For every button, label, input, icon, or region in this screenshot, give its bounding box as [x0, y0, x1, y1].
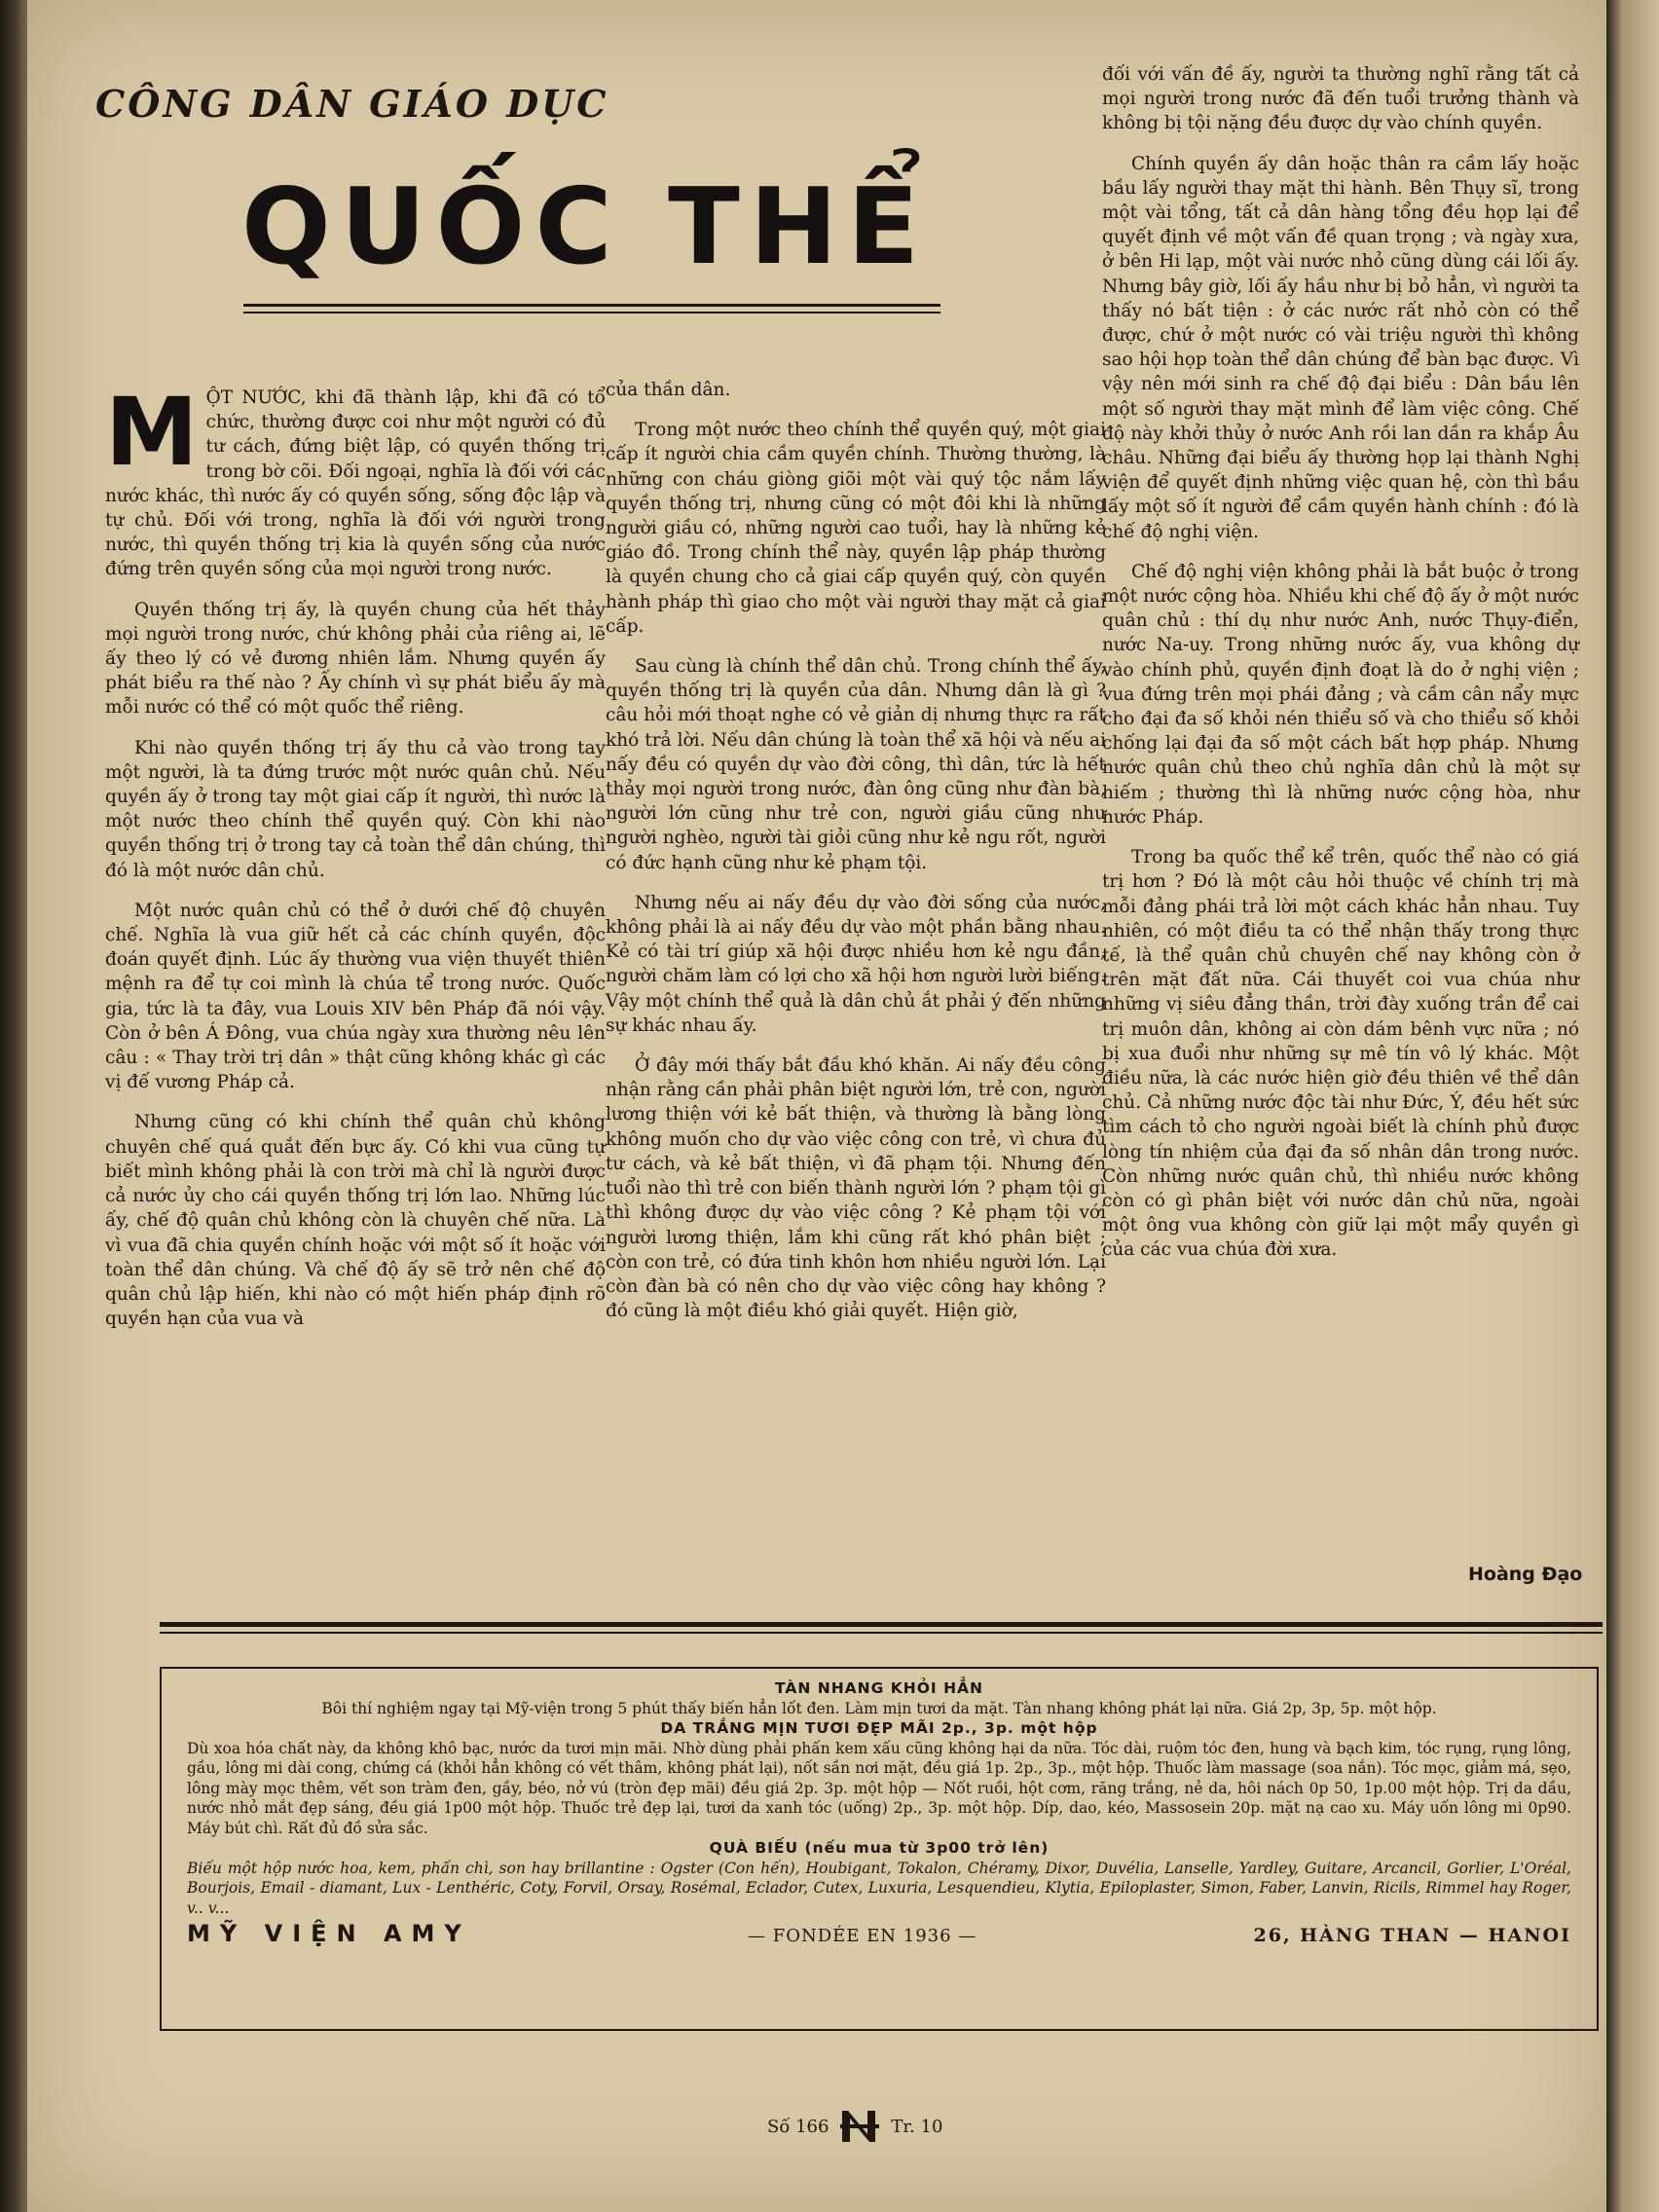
- ad-text-gifts: Biếu một hộp nước hoa, kem, phấn chì, son hay brillantine : Ogster (Con hến), Houbigant, Tokalon, Chéramy, Dixor, Duvélia, Lanselle, Yardley, Guitare, Arcancil, Gorlier, L'Oréal, Bourjois, Email - diamant, Lux - Lenthéric, Coty, Forvil, Orsay, Rosémal, Eclador, Cutex, Luxuria, Lesquendieu, Klytia, Epiloplaster, Simon, Faber, Lanvin, Ricils, Rimmel hay Roger, v.. v...: [187, 1859, 1571, 1917]
- paragraph: Nhưng cũng có khi chính thể quân chủ không chuyên chế quá quắt đến bực ấy. Có khi vua cũng tự biết mình không phải là con trời mà chỉ là người được cả nước ủy cho cái quyền thống trị lớn lao. Những lúc ấy, chế độ quân chủ không còn là chuyên chế nữa. Là vì vua đã chia quyền chính hoặc với một số ít hoặc với toàn thể dân chúng. Và chế độ ấy sẽ trở nên chế độ quân chủ lập hiến, khi nào có một hiến pháp định rõ quyền hạn của vua và: [105, 1112, 606, 1330]
- ad-text-skin: Dù xoa hóa chất này, da không khô bạc, nước da tươi mịn mãi. Nhờ dùng phải phấn kem xấu cũng không hại da nữa. Tóc dài, ruộm tóc đen, hung và bạch kim, tóc rụng, rụng lông, gầu, lông mi dài cong, chứng cá (khỏi hẳn không có vết thâm, không phát lại), nốt sần nơi mặt, đều giá 1p. 2p., 3p., một hộp. Thuốc làm massage (soa nắn). Tóc mọc, giảm má, sẹo, lông mày mọc thêm, vết son tràm đen, gầy, béo, nở vú (tròn đẹp mãi) đều giá 2p. 3p. một hộp — Nốt ruồi, hột cơm, răng trắng, nẻ da, hôi nách 0p 50, 1p.00 một hộp. Trị da dầu, nước nhỏ mắt đẹp sáng, đều giá 1p00 một hộp. Thuốc trẻ đẹp lại, tươi da xanh tóc (uống) 2p., 3p. một hộp. Díp, dao, kéo, Massosein 20p. mặt nạ cao xu. Máy uốn lông mi 0p90. Máy bút chì. Rất đủ đồ sửa sắc.: [187, 1739, 1571, 1837]
- ad-brand: MỸ VIỆN AMY: [187, 1920, 471, 1947]
- paragraph: Trong ba quốc thể kể trên, quốc thể nào có giá trị hơn ? Đó là một câu hỏi thuộc về chính trị mà mỗi đảng phái trả lời một cách khác hẳn nhau. Tuy nhiên, có một điều ta có thể nhận thấy trong thực tế, là thể quân chủ chuyên chế nay không còn ở trên mặt đất nữa. Cái thuyết coi vua chúa như những vị siêu đẳng thần, trời đày xuống trần để cai trị muôn dân, không ai còn dám bênh vực nữa ; nó bị xua đuổi như những sự mê tín vô lý khác. Một điều nữa, là các nước hiện giờ đều thiên về thể dân chủ. Cả những nước độc tài như Đức, Ý, đều hết sức tìm cách tỏ cho người ngoài biết là chính phủ được lòng tín nhiệm của đại đa số nhân dân trong nước. Còn những nước quân chủ, thì nhiều nước không còn có gì phân biệt với nước dân chủ nữa, ngoài một ông vua không còn giữ lại một mẩy quyền gì của các vua chúa đời xưa.: [1102, 847, 1579, 1261]
- separator-thick: [160, 1622, 1603, 1627]
- book-spine: [0, 0, 27, 2212]
- paragraph: Chính quyền ấy dân hoặc thân ra cầm lấy hoặc bầu lấy người thay mặt thi hành. Bên Thụy sĩ, trong một vài tổng, tất cả dân hàng tổng đều họp lại để quyết định về một vấn đề quan trọng ; và ngày xưa, ở bên Hi lạp, một vài nước nhỏ cũng dùng cái lối ấy. Nhưng bây giờ, lối ấy hầu như bị bỏ hẳn, vì người ta thấy nó bất tiện : ở các nước rất nhỏ còn có thể được, chứ ở một nước có vài triệu người thì không sao hội họp toàn thể dân chúng để bàn bạc được. Vì vậy nên mới sinh ra chế độ đại biểu : Dân bầu lên một số người thay mặt mình để làm việc công. Chế độ này khởi thủy ở nước Anh rồi lan dần ra khắp Âu châu. Những đại biểu ấy thường họp lại thành Nghị viện để quyết định những việc quan hệ, còn thì bầu lấy một số ít người để cầm quyền hành chính : đó là chế độ nghị viện.: [1102, 153, 1579, 542]
- article-title: QUỐC THỂ: [241, 166, 930, 288]
- advertisement-box: [160, 1667, 1599, 2031]
- article-column-2: [606, 378, 1106, 1339]
- section-heading: CÔNG DÂN GIÁO DỤC: [95, 82, 609, 126]
- paragraph: Khi nào quyền thống trị ấy thu cả vào trong tay một người, là ta đứng trước một nước quân chủ. Nếu quyền ấy ở trong tay một giai cấp ít người, thì nước là một nước theo chính thể quyền quý. Còn khi nào quyền thống trị ở trong tay cả toàn thể dân chúng, thì đó là một nước dân chủ.: [105, 737, 606, 881]
- article-column-1: [105, 378, 606, 1346]
- paragraph: Chế độ nghị viện không phải là bắt buộc ở trong một nước cộng hòa. Nhiều khi chế độ ấy ở một nước quân chủ : thí dụ như nước Anh, nước Thụy-điển, nước Na-uy. Trong những nước ấy, vua không dự vào chính phủ, quyền định đoạt là do ở nghị viện ; vua đứng trên mọi phái đảng ; và cầm cân nẩy mực cho đại đa số khỏi nén thiểu số và cho thiểu số khỏi chống lại đại đa số một cách bất hợp pháp. Nhưng nước quân chủ theo chủ nghĩa dân chủ là một sự hiếm ; thường thì là những nước cộng hòa, như nước Pháp.: [1102, 561, 1579, 828]
- newspaper-logo-icon: [838, 2107, 881, 2146]
- ad-heading-freckles: TÀN NHANG KHỎI HẲN: [774, 1679, 984, 1697]
- paragraph: Trong một nước theo chính thể quyền quý, một giai cấp ít người chia cầm quyền chính. Thường thường, là những con cháu giòng giõi một vài quý tộc nắm lấy quyền thống trị, nhưng cũng có một đôi khi là những người giầu có, những người cao tuổi, hay là những kẻ giáo đồ. Trong chính thể này, quyền lập pháp thường là quyền chung cho cả giai cấp quyền quý, còn quyền hành pháp thì giao cho một vài người thay mặt cả giai cấp.: [606, 420, 1106, 637]
- ad-address: 26, HÀNG THAN — HANOI: [1253, 1925, 1571, 1946]
- paragraph: Sau cùng là chính thể dân chủ. Trong chính thể ấy, quyền thống trị là quyền của dân. Nhưng dân là gì ? câu hỏi mới thoạt nghe có vẻ giản dị nhưng thực ra rất khó trả lời. Nếu dân chúng là toàn thể xã hội và nếu ai nấy đều có quyền dự vào đời công, thì dân, tức là hết thảy mọi người trong nước, đàn ông cũng như đàn bà, người lớn cũng như trẻ con, người giầu cũng như người nghèo, người tài giỏi cũng như kẻ ngu rốt, người có đức hạnh cũng như kẻ phạm tội.: [606, 656, 1106, 873]
- paragraph: Ở đây mới thấy bắt đầu khó khăn. Ai nấy đều công nhận rằng cần phải phân biệt người lớn, trẻ con, người lương thiện với kẻ bất thiện, và thường là bằng lòng không muốn cho dự vào việc công con trẻ, vì chưa đủ tư cách, và kẻ bất thiện, vì đã phạm tội. Nhưng đến tuổi nào thì trẻ con biến thành người lớn ? phạm tội gì thì không được dự vào việc công ? Kẻ phạm tội với người lương thiện, lắm khi cũng rất khó phân biệt ; còn con trẻ, có đứa tinh khôn hơn nhiều người lớn. Lại còn đàn bà có nên cho dự vào việc công hay không ? đó cũng là một điều khó giải quyết. Hiện giờ,: [606, 1055, 1106, 1322]
- title-rule-bottom: [243, 312, 940, 313]
- drop-cap: M: [105, 378, 199, 487]
- ad-founded: — FONDÉE EN 1936 —: [748, 1926, 977, 1946]
- paragraph: Nhưng nếu ai nấy đều dự vào đời sống của nước, không phải là ai nấy đều dự vào một phần bằng nhau. Kẻ có tài trí giúp xã hội được nhiều hơn kẻ ngu đần, người chăm làm có lợi cho xã hội hơn người lười biếng. Vậy một chính thể quả là dân chủ ắt phải ý đến những sự khác nhau ấy.: [606, 892, 1106, 1036]
- page-footer: [767, 2107, 942, 2146]
- adjacent-page-edge: [1606, 0, 1659, 2212]
- title-rule-top: [243, 304, 940, 307]
- paragraph: của thần dân.: [606, 380, 731, 400]
- ad-heading-skin: DA TRẮNG MỊN TƯƠI ĐẸP MÃI 2p., 3p. một hộp: [660, 1719, 1098, 1737]
- paragraph: [105, 378, 606, 582]
- article-column-3: [1102, 62, 1579, 1278]
- paragraph: Quyền thống trị ấy, là quyền chung của hết thảy mọi người trong nước, chứ không phải của riêng ai, lẽ ấy theo lý có vẻ đương nhiên lắm. Nhưng quyền ấy phát biểu ra thế nào ? Ấy chính vì sự phát biểu ấy mà mỗi nước có thể có một quốc thể riêng.: [105, 599, 606, 719]
- separator-thin: [160, 1632, 1603, 1634]
- page-number: Tr. 10: [891, 2116, 943, 2137]
- paragraph: Một nước quân chủ có thể ở dưới chế độ chuyên chế. Nghĩa là vua giữ hết cả các chính quyền, độc đoán quyết định. Lúc ấy thường vua viện thuyết thiên mệnh ra để tự coi mình là chúa tể trong nước. Quốc gia, tức là ta đây, vua Louis XIV bên Pháp đã nói vậy. Còn ở bên Á Đông, vua chúa ngày xưa thường nêu lên câu : « Thay trời trị dân » thật cũng không khác gì các vị đế vương Pháp cả.: [105, 900, 606, 1093]
- issue-number: Số 166: [767, 2116, 830, 2137]
- ad-footer: [187, 1920, 1571, 1947]
- author-signature: Hoàng Đạo: [1468, 1564, 1583, 1585]
- paragraph: đối với vấn đề ấy, người ta thường nghĩ rằng tất cả mọi người trong nước đã đến tuổi trưởng thành và không bị tội nặng đều được dự vào chính quyền.: [1102, 64, 1579, 134]
- newspaper-page: [27, 0, 1606, 2212]
- ad-text-freckles: Bôi thí nghiệm ngay tại Mỹ-viện trong 5 phút thấy biến hẳn lốt đen. Làm mịn tươi da mặt. Tàn nhang không phát lại nữa. Giá 2p, 3p, 5p. một hộp.: [321, 1699, 1437, 1717]
- ad-heading-gifts: QUÀ BIẾU (nếu mua từ 3p00 trở lên): [709, 1839, 1050, 1857]
- paragraph-text: ỘT NƯỚC, khi đã thành lập, khi đã có tổ chức, thường được coi như một người có đủ tư cách, đứng biệt lập, có quyền thống trị trong bờ cõi. Đối ngoại, nghĩa là đối với các nước khác, thì nước ấy có quyền sống, sống độc lập và tự chủ. Đối với trong, nghĩa là đối với người trong nước, thì quyền thống trị kia là quyền sống của nước đứng trên quyền sống của mọi người trong nước.: [105, 387, 606, 580]
